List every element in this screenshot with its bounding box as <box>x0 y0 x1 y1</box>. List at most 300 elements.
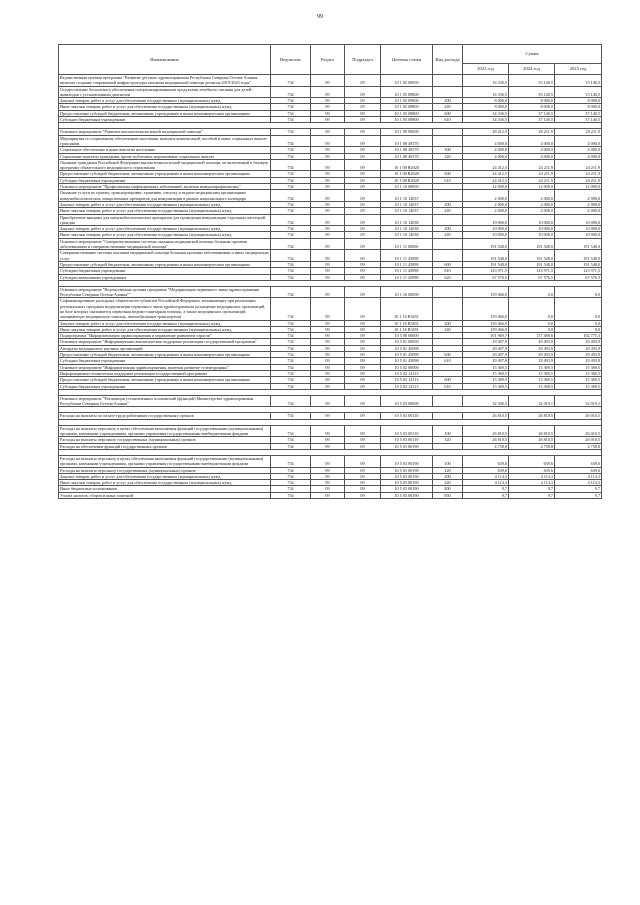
row-amount-year-1: 9,7 <box>463 486 509 492</box>
row-name: Иные закупки товаров, работ и услуг для обеспечения государственных (муниципальных) нужд <box>59 480 271 486</box>
row-amount-year-2: 26 810,5 <box>509 425 555 437</box>
row-amount-year-3: 123 971,5 <box>555 268 602 274</box>
row-name: Субсидии бюджетным учреждениям <box>59 358 271 364</box>
row-ved: 734 <box>271 135 311 147</box>
row-podrazdel: 09 <box>345 298 381 320</box>
row-amount-year-2: 8 000,0 <box>509 104 555 110</box>
row-csr: 10 1 16 R3651 <box>381 320 433 326</box>
row-amount-year-1: 10 000,0 <box>463 226 509 232</box>
row-csr: 10 5 02 14113 <box>381 377 433 383</box>
row-amount-year-2: 29 493,9 <box>509 339 555 345</box>
table-row <box>59 395 602 407</box>
row-vr: 320 <box>433 153 463 159</box>
row-ved: 734 <box>271 184 311 190</box>
row-csr: 10 5 03 00190 <box>381 443 433 449</box>
row-podrazdel: 09 <box>345 250 381 262</box>
row-ved: 734 <box>271 455 311 467</box>
row-csr: 10 1 16 R3651 <box>381 326 433 332</box>
row-csr: 10 5 03 00190 <box>381 467 433 473</box>
row-csr: 10 1 05 09800 <box>381 98 433 104</box>
row-ved: 734 <box>271 268 311 274</box>
row-amount-year-2: 29 493,9 <box>509 358 555 364</box>
row-amount-year-1: 24 412,5 <box>463 171 509 177</box>
row-name: Закупка товаров, работ и услуг для обеспечения государственных (муниципальных) нужд <box>59 226 271 232</box>
row-razdel: 09 <box>311 274 345 280</box>
row-podrazdel: 09 <box>345 274 381 280</box>
page-number: 99 <box>317 14 323 20</box>
row-podrazdel: 09 <box>345 268 381 274</box>
row-csr: 10 5 03 00190 <box>381 492 433 498</box>
row-vr <box>433 298 463 320</box>
row-amount-year-3: 15 369,5 <box>555 364 602 370</box>
row-csr: 10 5 02 14113 <box>381 370 433 376</box>
row-amount-year-3: 0,0 <box>555 286 602 298</box>
row-amount-year-2: 10 000,0 <box>509 214 555 226</box>
row-vr <box>433 75 463 87</box>
row-amount-year-1: 2 000,0 <box>463 190 509 202</box>
row-vr <box>433 190 463 202</box>
row-amount-year-3: 10 000,0 <box>555 226 602 232</box>
row-vr: 200 <box>433 320 463 326</box>
row-podrazdel: 09 <box>345 425 381 437</box>
row-podrazdel: 09 <box>345 492 381 498</box>
col-header-year-1: 2023 год <box>463 64 509 75</box>
row-name: Иные закупки товаров, работ и услуг для обеспечения государственных (муниципальных) нужд <box>59 104 271 110</box>
row-ved: 734 <box>271 467 311 473</box>
row-amount-year-1: 15 369,5 <box>463 383 509 389</box>
row-csr: 10 5 03 00190 <box>381 480 433 486</box>
row-ved: 734 <box>271 473 311 479</box>
row-amount-year-3: 0,0 <box>555 320 602 326</box>
row-vr <box>433 286 463 298</box>
row-razdel: 09 <box>311 425 345 437</box>
row-podrazdel: 09 <box>345 383 381 389</box>
row-podrazdel: 09 <box>345 184 381 190</box>
row-name: Совершенствование системы оказания медицинской помощи больным прочими заболеваниями и иных медицинских услуг <box>60 250 269 261</box>
row-vr: 120 <box>433 467 463 473</box>
row-ved: 734 <box>271 345 311 351</box>
row-amount-year-3: 26 010,5 <box>555 437 602 443</box>
row-csr: 10 1 05 09800 <box>381 104 433 110</box>
row-name: Софинансирование расходных обязательств субъектов Российской Федерации, возникающих при реализации региональных программ модернизации первичного звена здравоохранения (оснащение медицинских организаций, на базе которых оказывается первичная медико-санитарная помощь, а также медицинских организаций, оказывающих медицинскую помощь, автомобильным транспортом) <box>59 298 271 320</box>
row-csr: 10 1 05 09800 <box>381 117 433 123</box>
row-amount-year-2: 35 140,5 <box>509 86 555 98</box>
row-amount-year-3: 102 775,3 <box>555 333 602 339</box>
row-podrazdel: 09 <box>345 214 381 226</box>
row-name: Субсидии автономным учреждениям <box>59 274 271 280</box>
col-header-year-3: 2025 год <box>555 64 602 75</box>
col-header-csr: Целевая статья <box>381 45 433 75</box>
row-razdel: 09 <box>311 333 345 339</box>
row-amount-year-2: 157 498,6 <box>509 333 555 339</box>
row-vr <box>433 86 463 98</box>
row-vr: 610 <box>433 177 463 183</box>
row-vr <box>433 250 463 262</box>
row-amount-year-1: 15 369,5 <box>463 364 509 370</box>
row-razdel: 09 <box>311 413 345 419</box>
row-amount-year-1: 29 497,9 <box>463 345 509 351</box>
row-podrazdel: 09 <box>345 339 381 345</box>
row-podrazdel: 09 <box>345 345 381 351</box>
row-amount-year-2: 2 000,0 <box>509 208 555 214</box>
row-vr: 610 <box>433 358 463 364</box>
row-amount-year-1: 28 412,5 <box>463 129 509 135</box>
table-row <box>59 250 602 262</box>
row-amount-year-1: 4 000,0 <box>463 135 509 147</box>
row-name: Подпрограмма "Информатизация здравоохранения и управление развитием отрасли" <box>59 333 271 339</box>
row-podrazdel: 09 <box>345 75 381 87</box>
row-amount-year-3: 15 369,5 <box>555 377 602 383</box>
row-amount-year-1: 15 369,5 <box>463 370 509 376</box>
row-csr: 10 1 11 00000 <box>381 238 433 250</box>
row-amount-year-1: 191 548,0 <box>463 238 509 250</box>
row-razdel: 09 <box>311 298 345 320</box>
row-ved: 734 <box>271 298 311 320</box>
row-amount-year-3: 4 000,0 <box>555 135 602 147</box>
row-name: Иные закупки товаров, работ и услуг для обеспечения государственных (муниципальных) нужд <box>59 208 271 214</box>
row-vr <box>433 395 463 407</box>
row-razdel: 09 <box>311 286 345 298</box>
row-name: Расходы на обеспечение функций государственных органов <box>59 443 271 449</box>
row-csr: 10 5 03 00190 <box>381 455 433 467</box>
row-amount-year-1: 10 000,0 <box>463 214 509 226</box>
row-razdel: 09 <box>311 184 345 190</box>
row-name: Закупка товаров, работ и услуг для обеспечения государственных (муниципальных) нужд <box>59 320 271 326</box>
row-amount-year-3: 24 211,9 <box>555 177 602 183</box>
row-amount-year-3: 26 010,5 <box>555 413 602 419</box>
row-ved: 734 <box>271 358 311 364</box>
row-amount-year-3: 191 548,0 <box>555 238 602 250</box>
row-amount-year-1: 191 548,0 <box>463 261 509 267</box>
row-amount-year-3: 2 000,0 <box>555 208 602 214</box>
row-amount-year-2: 4 000,0 <box>509 135 555 147</box>
row-name: Осуществление бесплатного обеспечения специализированными продуктами лечебного питания для детей-инвалидов с установленным диагнозом <box>59 86 271 98</box>
row-ved: 734 <box>271 86 311 98</box>
row-razdel: 09 <box>311 358 345 364</box>
row-amount-year-3: 0,0 <box>555 326 602 332</box>
row-csr: 10 1 05 09800 <box>381 86 433 98</box>
row-podrazdel: 09 <box>345 333 381 339</box>
row-podrazdel: 09 <box>345 437 381 443</box>
row-razdel: 09 <box>311 383 345 389</box>
row-podrazdel: 09 <box>345 261 381 267</box>
row-ved: 734 <box>271 104 311 110</box>
row-ved: 734 <box>271 437 311 443</box>
row-amount-year-3: 2 000,0 <box>555 201 602 207</box>
row-amount-year-2: 15 369,5 <box>509 377 555 383</box>
row-csr: 10 5 03 00000 <box>381 395 433 407</box>
row-name: Расходы на выплаты по оплате труда работников государственных органов <box>59 413 271 419</box>
row-ved: 734 <box>271 413 311 419</box>
row-razdel: 09 <box>311 153 345 159</box>
row-vr <box>433 214 463 226</box>
row-ved: 734 <box>271 153 311 159</box>
row-amount-year-1: 32 300,3 <box>463 395 509 407</box>
row-ved: 734 <box>271 261 311 267</box>
row-amount-year-1: 34 336,5 <box>463 117 509 123</box>
row-amount-year-2: 32 019,1 <box>509 395 555 407</box>
row-razdel: 09 <box>311 104 345 110</box>
row-csr: 10 1 11 45098 <box>381 274 433 280</box>
row-razdel: 09 <box>311 268 345 274</box>
row-podrazdel: 09 <box>345 467 381 473</box>
row-name: Расходы на выплаты персоналу государственных (муниципальных) органов <box>59 467 271 473</box>
row-name: Субсидии бюджетным учреждениям <box>59 383 271 389</box>
row-amount-year-1: 4 000,0 <box>463 153 509 159</box>
row-amount-year-2: 26 810,5 <box>509 437 555 443</box>
row-amount-year-3: 9,7 <box>555 486 602 492</box>
row-razdel: 09 <box>311 261 345 267</box>
row-razdel: 09 <box>311 171 345 177</box>
row-ved: 734 <box>271 238 311 250</box>
row-ved: 734 <box>271 383 311 389</box>
row-razdel: 09 <box>311 232 345 238</box>
row-podrazdel: 09 <box>345 190 381 202</box>
row-amount-year-1: 159 466,0 <box>463 320 509 326</box>
row-ved: 734 <box>271 486 311 492</box>
row-amount-year-2: 0,0 <box>509 320 555 326</box>
table-row <box>59 455 602 467</box>
row-ved: 734 <box>271 208 311 214</box>
row-csr: 10 5 03 00110 <box>381 425 433 437</box>
row-amount-year-3: 4 758,8 <box>555 443 602 449</box>
row-podrazdel: 09 <box>345 326 381 332</box>
row-name: Аппараты медицинских научных организаций <box>59 345 271 351</box>
row-amount-year-3: 29 493,9 <box>555 352 602 358</box>
row-amount-year-1: 24 412,5 <box>463 177 509 183</box>
row-amount-year-2: 29 493,9 <box>509 345 555 351</box>
row-csr: 10 1 10 14038 <box>381 226 433 232</box>
row-razdel: 09 <box>311 147 345 153</box>
row-razdel: 09 <box>311 250 345 262</box>
row-csr: 10 1 16 00000 <box>381 286 433 298</box>
row-podrazdel: 09 <box>345 455 381 467</box>
row-podrazdel: 09 <box>345 364 381 370</box>
row-vr: 100 <box>433 425 463 437</box>
row-vr: 850 <box>433 492 463 498</box>
row-csr: 10 1 08 R4020 <box>381 159 433 171</box>
row-amount-year-1: 16 336,5 <box>463 75 509 87</box>
row-amount-year-1: 26 810,5 <box>463 425 509 437</box>
table-row <box>59 190 602 202</box>
table-row <box>59 492 602 498</box>
row-amount-year-2: 4 000,0 <box>509 147 555 153</box>
row-amount-year-3: 28 211,9 <box>555 129 602 135</box>
row-name: Иные бюджетные ассигнования <box>59 486 271 492</box>
row-name: Основное мероприятие "Ведомственная целевая программа "Модернизация первичного звена здравоохранения Республики Северная Осетия-Алания"" <box>59 286 271 298</box>
row-amount-year-1: 26 810,5 <box>463 437 509 443</box>
row-razdel: 09 <box>311 443 345 449</box>
row-razdel: 09 <box>311 320 345 326</box>
row-ved: 734 <box>271 147 311 153</box>
row-name: Иные закупки товаров, работ и услуг для обеспечения государственных (муниципальных) нужд <box>59 232 271 238</box>
row-vr <box>433 238 463 250</box>
row-csr: 10 1 11 45098 <box>381 250 433 262</box>
row-razdel: 09 <box>311 345 345 351</box>
row-podrazdel: 09 <box>345 377 381 383</box>
row-razdel: 09 <box>311 117 345 123</box>
row-vr: 200 <box>433 201 463 207</box>
col-header-vr: Вид расхода <box>433 45 463 75</box>
row-ved: 734 <box>271 98 311 104</box>
row-amount-year-1: 2 000,0 <box>463 201 509 207</box>
col-header-podrazdel: Подраздел <box>345 45 381 75</box>
row-name: Ведомственная целевая программа "Развитие детского здравоохранения Республики Северная Осетия-Алания, включая создание современной инфраструктуры оказания медицинской помощи детям на 2019-2025 годы" <box>59 75 271 87</box>
row-ved: 734 <box>271 159 311 171</box>
row-csr: 10 5 01 45098 <box>381 345 433 351</box>
row-amount-year-2: 10 000,0 <box>509 232 555 238</box>
row-razdel: 09 <box>311 395 345 407</box>
row-razdel: 09 <box>311 129 345 135</box>
row-amount-year-1: 123 971,5 <box>463 268 509 274</box>
row-name: Основное мероприятие "Информатизация здравоохранения, включая развитие телемедицины" <box>59 364 271 370</box>
row-vr: 620 <box>433 274 463 280</box>
row-amount-year-2: 29 493,9 <box>509 352 555 358</box>
row-name: Субсидии бюджетным учреждениям <box>59 177 271 183</box>
row-razdel: 09 <box>311 238 345 250</box>
row-vr: 300 <box>433 147 463 153</box>
row-amount-year-3: 29 493,9 <box>555 345 602 351</box>
row-csr: 10 1 08 49370 <box>381 153 433 159</box>
row-amount-year-2: 8 000,0 <box>509 98 555 104</box>
row-ved: 734 <box>271 339 311 345</box>
row-name: Оказание услуги по приему, транспортировке, хранению, отпуску и выдаче медицинским организациям иммунобиологических лекарственных препаратов для иммунизации в рамках национального календаря <box>59 190 271 202</box>
table-row <box>59 425 602 437</box>
table-row <box>59 75 602 87</box>
row-amount-year-2: 37 140,5 <box>509 117 555 123</box>
table-row <box>59 286 602 298</box>
row-amount-year-2: 4 758,8 <box>509 443 555 449</box>
row-name: Закупка товаров, работ и услуг для обеспечения государственных (муниципальных) нужд <box>59 98 271 104</box>
row-name: Предоставление субсидий бюджетным, автономным учреждениям и иным некоммерческим организациям <box>59 110 271 116</box>
row-name: Предоставление субсидий бюджетным, автономным учреждениям и иным некоммерческим организациям <box>59 377 271 383</box>
row-name: Субсидии бюджетным учреждениям <box>59 117 271 123</box>
row-amount-year-1: 34 336,5 <box>463 110 509 116</box>
row-csr: 10 1 10 14037 <box>381 201 433 207</box>
row-ved: 734 <box>271 370 311 376</box>
row-vr: 100 <box>433 455 463 467</box>
row-amount-year-1: 4 114,3 <box>463 473 509 479</box>
row-amount-year-3: 67 576,5 <box>555 274 602 280</box>
row-amount-year-1: 67 576,5 <box>463 274 509 280</box>
table-row <box>59 159 602 171</box>
row-csr: 10 1 11 45098 <box>381 261 433 267</box>
row-ved: 734 <box>271 492 311 498</box>
row-amount-year-2: 10 000,0 <box>509 226 555 232</box>
row-vr: 200 <box>433 226 463 232</box>
row-vr: 240 <box>433 232 463 238</box>
row-amount-year-1: 29 497,9 <box>463 352 509 358</box>
row-csr: 10 1 05 00000 <box>381 75 433 87</box>
row-name: Расходы на выплаты персоналу государственных (муниципальных) органов <box>59 437 271 443</box>
row-csr: 10 5 01 45098 <box>381 352 433 358</box>
row-amount-year-2: 24 211,9 <box>509 177 555 183</box>
row-razdel: 09 <box>311 492 345 498</box>
row-razdel: 09 <box>311 75 345 87</box>
row-ved: 734 <box>271 425 311 437</box>
row-name: Предоставление субсидий бюджетным, автономным учреждениям и иным некоммерческим организациям <box>59 352 271 358</box>
row-amount-year-3: 8 000,0 <box>555 104 602 110</box>
row-name: Основное мероприятие "Совершенствование системы оказания медицинской помощи больным прочими заболеваниями и совершенствование медицинской помощи" <box>59 238 271 250</box>
row-vr: 120 <box>433 437 463 443</box>
row-ved: 734 <box>271 171 311 177</box>
row-amount-year-1: 26 810,5 <box>463 413 509 419</box>
row-csr: 10 1 08 49370 <box>381 147 433 153</box>
row-amount-year-1: 4 000,0 <box>463 147 509 153</box>
row-csr: 10 5 03 00190 <box>381 473 433 479</box>
row-amount-year-2: 67 576,5 <box>509 274 555 280</box>
row-amount-year-3: 10 000,0 <box>555 214 602 226</box>
row-podrazdel: 09 <box>345 129 381 135</box>
row-podrazdel: 09 <box>345 208 381 214</box>
row-podrazdel: 09 <box>345 480 381 486</box>
row-ved: 734 <box>271 117 311 123</box>
row-podrazdel: 09 <box>345 358 381 364</box>
row-podrazdel: 09 <box>345 147 381 153</box>
row-podrazdel: 09 <box>345 413 381 419</box>
row-csr: 10 1 08 00000 <box>381 129 433 135</box>
row-amount-year-2: 2 000,0 <box>509 190 555 202</box>
row-ved: 734 <box>271 129 311 135</box>
row-ved: 734 <box>271 232 311 238</box>
row-vr: 600 <box>433 377 463 383</box>
row-ved: 734 <box>271 75 311 87</box>
row-amount-year-3: 10 000,0 <box>555 232 602 238</box>
row-amount-year-1: 159 466,0 <box>463 326 509 332</box>
row-name: Расходы на выплаты персоналу в целях обеспечения выполнения функций государственными (муниципальными) органами, казенными учреждениями, органами управления государственными внебюджетными фондами <box>59 425 271 437</box>
row-podrazdel: 09 <box>345 395 381 407</box>
row-vr: 600 <box>433 171 463 177</box>
row-razdel: 09 <box>311 480 345 486</box>
row-podrazdel: 09 <box>345 135 381 147</box>
row-razdel: 09 <box>311 364 345 370</box>
row-vr: 200 <box>433 98 463 104</box>
row-name: Субсидии бюджетным учреждениям <box>59 268 271 274</box>
row-podrazdel: 09 <box>345 352 381 358</box>
row-amount-year-2: 4 000,0 <box>509 153 555 159</box>
row-podrazdel: 09 <box>345 286 381 298</box>
row-ved: 734 <box>271 395 311 407</box>
row-ved: 734 <box>271 333 311 339</box>
row-amount-year-2: 191 548,0 <box>509 238 555 250</box>
row-amount-year-2: 12 000,0 <box>509 184 555 190</box>
col-header-ved: Ведомство <box>271 45 311 75</box>
row-name: Основное мероприятие "Развитие высокотехнологичной медицинской помощи" <box>59 129 271 135</box>
row-name: Предоставление субсидий бюджетным, автономным учреждениям и иным некоммерческим организациям <box>59 171 271 177</box>
row-amount-year-1: 101 969,7 <box>463 333 509 339</box>
row-razdel: 09 <box>311 208 345 214</box>
table-row <box>59 86 602 98</box>
row-vr: 240 <box>433 208 463 214</box>
row-amount-year-3: 4 000,0 <box>555 147 602 153</box>
row-razdel: 09 <box>311 226 345 232</box>
row-csr: 10 5 02 14113 <box>381 383 433 389</box>
row-csr: 10 5 03 00110 <box>381 413 433 419</box>
row-vr: 200 <box>433 473 463 479</box>
row-amount-year-2: 28 211,9 <box>509 129 555 135</box>
row-ved: 734 <box>271 377 311 383</box>
row-amount-year-1: 8 000,0 <box>463 104 509 110</box>
row-name: Информационно-техническая поддержка реализации государственной программы <box>59 370 271 376</box>
row-razdel: 09 <box>311 467 345 473</box>
row-csr: 10 1 08 R4020 <box>381 171 433 177</box>
row-razdel: 09 <box>311 455 345 467</box>
row-csr: 10 5 03 00110 <box>381 437 433 443</box>
row-amount-year-1: 4 114,3 <box>463 480 509 486</box>
row-razdel: 09 <box>311 370 345 376</box>
row-razdel: 09 <box>311 214 345 226</box>
row-amount-year-3: 37 140,5 <box>555 110 602 116</box>
